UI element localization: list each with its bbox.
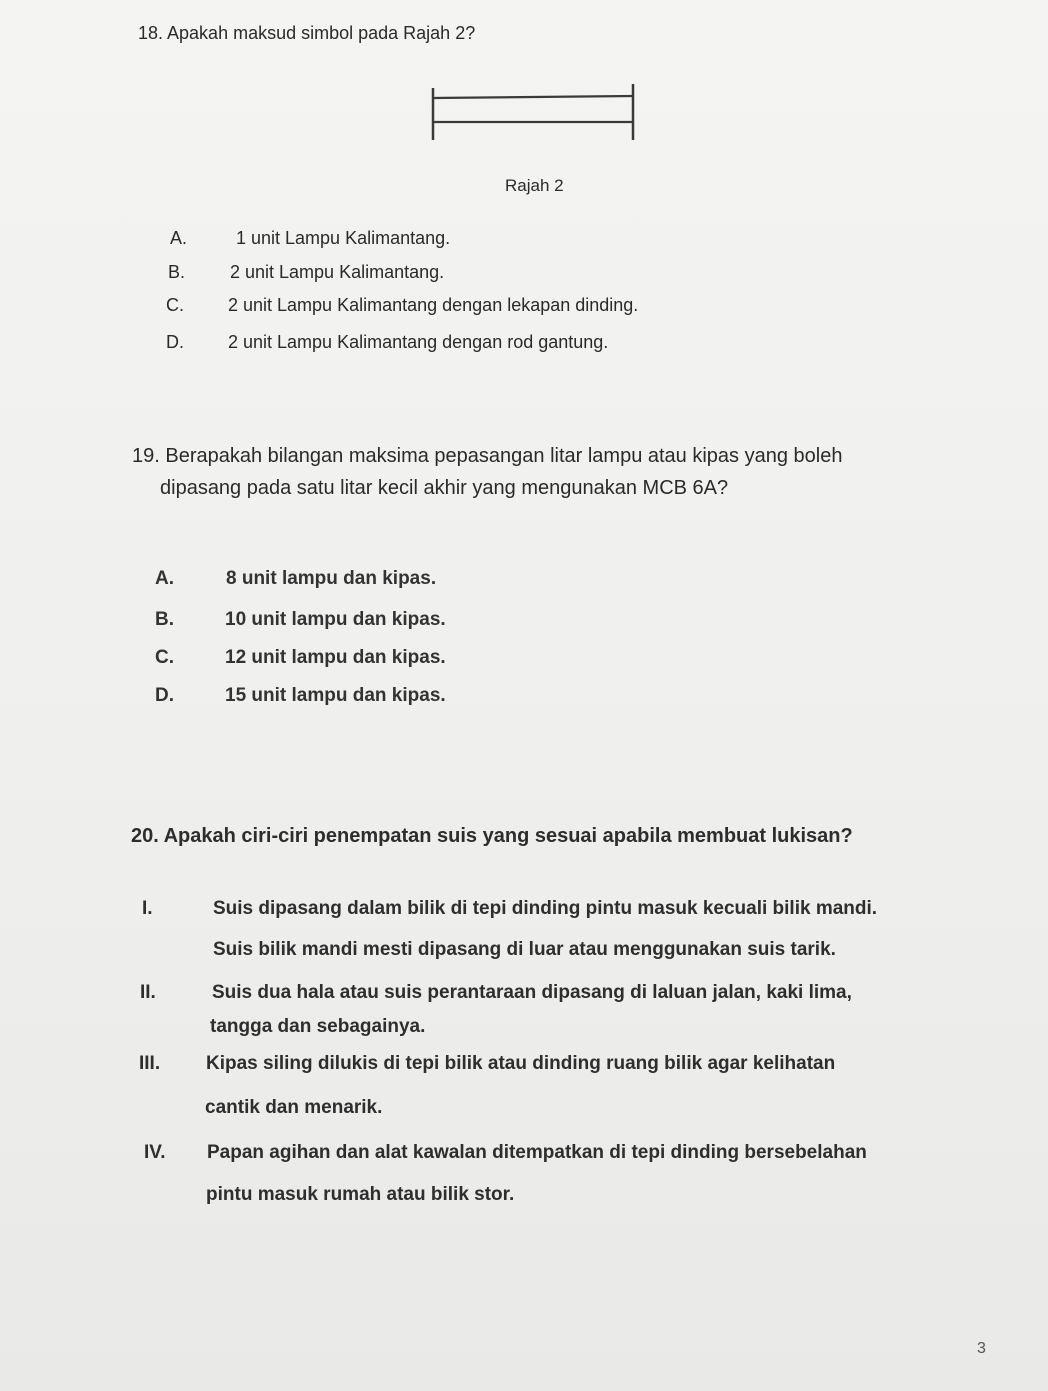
option-text: 2 unit Lampu Kalimantang dengan rod gantung. (228, 332, 609, 352)
statement-3-numeral: III. (139, 1053, 161, 1074)
question-18: 18. Apakah maksud simbol pada Rajah 2? (138, 23, 476, 43)
statement-4-numeral: IV. (144, 1142, 166, 1163)
statement-4-line-2: pintu masuk rumah atau bilik stor. (206, 1184, 515, 1205)
option-text: 8 unit lampu dan kipas. (226, 568, 437, 589)
statement-1-line-2: Suis bilik mandi mesti dipasang di luar atau menggunakan suis tarik. (213, 939, 836, 960)
statement-2-line-1: Suis dua hala atau suis perantaraan dipasang di laluan jalan, kaki lima, (212, 982, 852, 1003)
option-letter: D. (166, 332, 184, 352)
option-letter: B. (155, 609, 174, 630)
option-text: 2 unit Lampu Kalimantang. (230, 262, 445, 282)
statement-3-line-1: Kipas siling dilukis di tepi bilik atau dinding ruang bilik agar kelihatan (206, 1053, 836, 1074)
statement-2-numeral: II. (140, 982, 156, 1003)
question-20: 20. Apakah ciri-ciri penempatan suis yang sesuai apabila membuat lukisan? (131, 825, 853, 847)
option-text: 15 unit lampu dan kipas. (225, 685, 446, 706)
option-letter: C. (155, 647, 174, 668)
fluorescent-lamp-symbol (430, 80, 640, 142)
statement-2-line-2: tangga dan sebagainya. (210, 1016, 426, 1037)
option-letter: B. (168, 262, 186, 282)
option-letter: D. (155, 685, 174, 706)
statement-4-line-1: Papan agihan dan alat kawalan ditempatkan di tepi dinding bersebelahan (207, 1142, 867, 1163)
option-text: 10 unit lampu dan kipas. (225, 609, 446, 630)
question-19-line-1: 19. Berapakah bilangan maksima pepasangan litar lampu atau kipas yang boleh (132, 445, 843, 467)
statement-1-numeral: I. (142, 898, 153, 919)
option-letter: A. (155, 568, 174, 589)
option-letter: C. (166, 295, 184, 315)
statement-1-line-1: Suis dipasang dalam bilik di tepi dinding pintu masuk kecuali bilik mandi. (213, 898, 878, 919)
option-text: 1 unit Lampu Kalimantang. (236, 228, 451, 248)
statement-3-line-2: cantik dan menarik. (205, 1097, 383, 1118)
option-text: 2 unit Lampu Kalimantang dengan lekapan dinding. (228, 295, 639, 315)
option-text: 12 unit lampu dan kipas. (225, 647, 446, 668)
option-letter: A. (170, 228, 188, 248)
figure-caption: Rajah 2 (505, 176, 564, 195)
page-number: 3 (977, 1340, 986, 1357)
question-19-line-2: dipasang pada satu litar kecil akhir yang mengunakan MCB 6A? (160, 477, 729, 499)
